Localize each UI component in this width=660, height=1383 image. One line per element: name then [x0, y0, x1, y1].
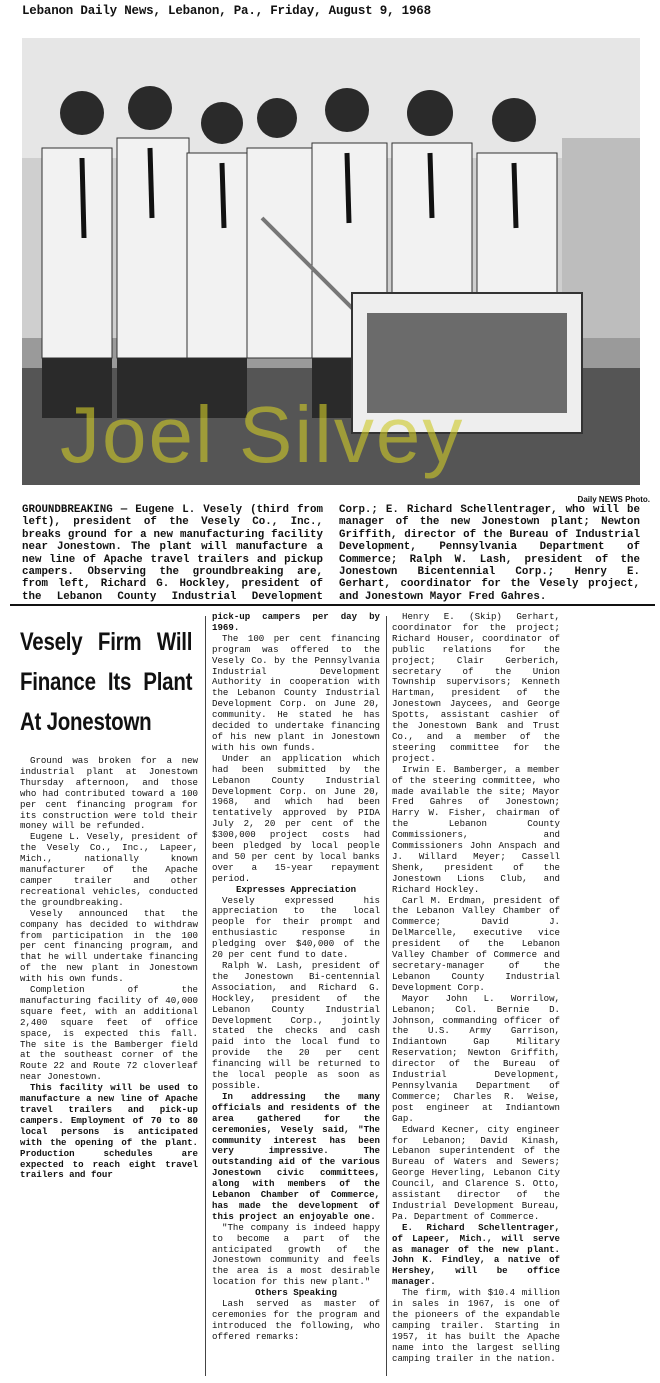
paragraph: The 100 per cent financing program was offered to the Vesely Co. by the Pennsylvania Industrial Development Authority in cooperation with the Lebanon County Industrial Development Corp. on June 20, community. He stated he has decided to undertake financing of his new plant in Jonestown with his own funds.	[212, 632, 380, 753]
subheading: Expresses Appreciation	[235, 883, 357, 895]
paragraph: Under an application which had been submitted by the Lebanon County Industrial Development Corp. on June 20, 1968, and which had been tentatively approved by PIDA July 2, 20 per cent of the $300,000 project costs had been pledged by local people and 50 per cent by local banks over a 15-year repayment period.	[212, 752, 380, 884]
paragraph: The firm, with $10.4 million in sales in 1967, is one of the pioneers of the expandable camping trailer. Starting in 1957, it has built the Apache name into the largest selling camping trailer in the nation.	[392, 1287, 560, 1364]
paragraph: Vesely expressed his appreciation to the local people for their prompt and enthusiastic response in pledging over $40,000 of the 20 per cent fund to date.	[212, 894, 380, 961]
section-divider	[10, 604, 655, 606]
paragraph: Mayor John L. Worrilow, Lebanon; Col. Bernie D. Johnson, commanding officer of the U.S. Army Garrison, Indiantown Gap Military Reservation; Newton Griffith, director of the Bureau of Industrial Development, Pennsylvania Department of Commerce; Charles R. Weise, post engineer at Indiantown Gap.	[392, 992, 560, 1124]
article-headline: Vesely Firm Will Finance Its Plant At Jonestown	[20, 628, 193, 736]
paragraph: Edward Kecner, city engineer for Lebanon; David Kinash, Lebanon superintendent of the Bureau of Waters and Sewers; George Heverling, Lebanon City Council, and Clarence S. Otto, assistant director of the Industrial Development Bureau, Pa. Department of Commerce.	[392, 1123, 560, 1222]
paragraph-bold: E. Richard Schellentrager, of Lapeer, Mich., will serve as manager of the new plant. John K. Findley, a native of Hershey, will be office manager.	[392, 1221, 560, 1288]
paragraph: Carl M. Erdman, president of the Lebanon Valley Chamber of Commerce; David J. DelMarcelle, executive vice president of the Lebanon Valley Chamber of Commerce and secretary-manager of the Lebanon County Industrial Development Corp.	[392, 894, 560, 993]
paragraph: Completion of the manufacturing facility of 40,000 square feet, with an additional 2,400 square feet of office space, is expected this fall. The site is the Bamberger field at the southeast corner of the Route 22 and Route 72 cloverleaf near Jonestown.	[20, 984, 198, 1083]
newspaper-header: Lebanon Daily News, Lebanon, Pa., Friday, August 9, 1968	[22, 4, 431, 18]
paragraph: Eugene L. Vesely, president of the Vesely Co., Inc., Lapeer, Mich., nationally known manufacturer of the Apache camper trailer and other recreational vehicles, conducted the groundbreaking.	[20, 831, 198, 908]
subheading: Others Speaking	[255, 1287, 337, 1299]
paragraph: Lash served as master of ceremonies for the program and introduced the following, who offered remarks:	[212, 1298, 380, 1342]
paragraph: Ralph W. Lash, president of the Jonestown Bi-centennial Association, and Richard G. Hockley, president of the Lebanon County Industrial Development Corp., jointly stated the checks and cash paid into the local fund to provide the 20 per cent financing will be returned to the local people as soon as possible.	[212, 960, 380, 1091]
paragraph: Irwin E. Bamberger, a member of the steering committee, who made available the site; Mayor Fred Gahres of Jonestown; Harry W. Fisher, chairman of the Lebanon County Commissioners, and Commissioners John Anspach and J. Willard Meyer; Cassell Shenk, president of the Jonestown Lions Club, and Richard Hockley.	[392, 763, 560, 895]
paragraph: "The company is indeed happy to become a part of the anticipated growth of the Jonestown community and feels the area is a most desirable location for this new plant."	[212, 1221, 380, 1288]
paragraph-bold: In addressing the many officials and residents of the area gathered for the ceremonies, Vesely said, "The community interest has been very impressive. The outstanding aid of the various Jonestown civic committees, along with members of the Lebanon Chamber of Commerce, has made the development of this project an enjoyable one.	[212, 1090, 380, 1222]
paragraph: Henry E. (Skip) Gerhart, coordinator for the project; Richard Houser, coordinator of public relations for the project; Clair Gerberich, secretary of the Union Township supervisors; Kenneth Hartman, president of the Jonestown Jaycees, and George Spotts, assistant cashier of the Jonestown Bank and Trust Co., and a member of the steering committee for the project.	[392, 611, 560, 764]
article-column-1	[20, 612, 198, 1181]
column-rule	[205, 616, 206, 1376]
watermark-text: Joel Silvey	[60, 390, 465, 479]
photo-caption: GROUNDBREAKING — Eugene L. Vesely (third from left), president of the Vesely Co., Inc., breaks ground for a new manufacturing facility near Jonestown. The plant will manufacture a new line of Apache travel trailers and pickup campers. Observing the groundbreaking are, from left, Richard G. Hockley, president of the Lebanon County Industrial Development Corp.; E. Richard Schellentrager, who will be manager of the new Jonestown plant; Newton Griffith, director of the Bureau of Industrial Development, Pennsylvania Department of Commerce; Ralph W. Lash, president of the Jonestown Bicentennial Corp.; Henry E. Gerhart, coordinator for the Vesely project, and Jonestown Mayor Fred Gahres.	[22, 504, 640, 603]
paragraph: Vesely announced that the company has decided to withdraw from participation in the 100 per cent financing program, and that he will undertake financing of the new plant in Jonestown with his own funds.	[20, 907, 198, 985]
paragraph: Ground was broken for a new industrial plant at Jonestown Thursday afternoon, and those who had contributed toward a 100 per cent financing program for its construction were told their money will be refunded.	[20, 755, 198, 832]
paragraph-continued: pick-up campers per day by 1969.	[212, 611, 380, 633]
column-rule	[386, 616, 387, 1376]
article-column-2	[212, 612, 380, 1343]
photo-credit: Daily NEWS Photo.	[577, 495, 650, 504]
paragraph-bold: This facility will be used to manufacture a new line of Apache travel trailers and pick-up campers. Employment of 70 to 80 local persons is anticipated with the opening of the plant. Production schedules are expected to reach eight travel trailers and four	[20, 1082, 198, 1181]
article-column-3	[392, 612, 560, 1365]
